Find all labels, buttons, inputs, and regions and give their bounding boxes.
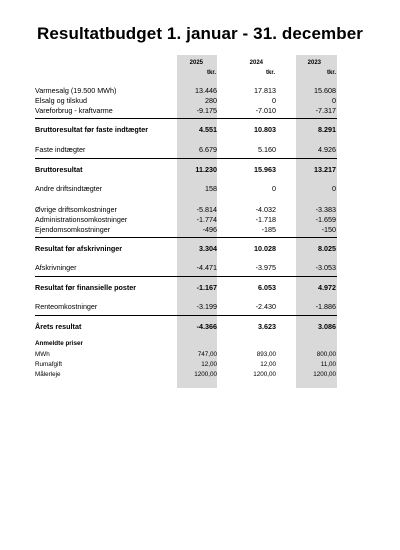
value-2024: -185 (261, 225, 276, 234)
value-2025: 13.446 (195, 86, 217, 95)
row-label: Bruttoresultat (35, 165, 83, 174)
value-2024: -2.430 (255, 302, 276, 311)
value-2023: 0 (332, 184, 336, 193)
price-row-maalerleje (35, 370, 337, 380)
value-2023: 800,00 (316, 351, 336, 358)
value-2024: 15.963 (254, 165, 276, 174)
row-faste-indtaegter (35, 145, 337, 155)
divider-rule (35, 237, 337, 238)
value-2024: 6.053 (258, 283, 276, 292)
row-label: Faste indtægter (35, 145, 86, 154)
value-2025: 158 (205, 184, 217, 193)
value-2024: 12,00 (260, 361, 276, 368)
row-vareforbrug (35, 106, 337, 116)
value-2024: -3.975 (255, 263, 276, 272)
row-label: Andre driftsindtægter (35, 184, 103, 193)
column-unit-2023: tkr. (326, 70, 336, 76)
row-label: Renteomkostninger (35, 302, 98, 311)
row-label: Resultat før finansielle poster (35, 283, 137, 292)
value-2025: -4.471 (196, 263, 217, 272)
value-2025: 11.230 (195, 165, 217, 174)
value-2024: 10.028 (254, 244, 276, 253)
column-year-2023: 2023 (307, 60, 321, 66)
value-2025: -9.175 (196, 106, 217, 115)
divider-rule (35, 276, 337, 277)
row-administrationsomkostninger (35, 215, 337, 225)
value-2025: -3.199 (196, 302, 217, 311)
value-2024: 10.803 (254, 125, 276, 134)
row-label: Bruttoresultat før faste indtægter (35, 125, 149, 134)
row-varmesalg (35, 86, 337, 96)
row-label: MWh (35, 351, 50, 358)
column-unit-2025: tkr. (206, 70, 216, 76)
value-2024: -7.010 (255, 106, 276, 115)
value-2023: 8.291 (318, 125, 336, 134)
value-2025: 747,00 (197, 351, 217, 358)
value-2023: -1.886 (315, 302, 336, 311)
value-2023: -3.053 (315, 263, 336, 272)
value-2023: -3.383 (315, 205, 336, 214)
value-2025: 6.679 (199, 145, 217, 154)
row-label: Resultat før afskrivninger (35, 244, 123, 253)
row-label: Elsalg og tilskud (35, 96, 87, 105)
value-2023: 1200,00 (313, 371, 336, 378)
value-2023: -7.317 (315, 106, 336, 115)
column-year-2025: 2025 (189, 60, 203, 66)
value-2024: 0 (272, 184, 276, 193)
row-bruttoresultat (35, 165, 337, 175)
value-2024: -1.718 (255, 215, 276, 224)
page-title: Resultatbudget 1. januar - 31. december (36, 24, 364, 43)
prices-heading (35, 339, 337, 349)
value-2024: 0 (272, 96, 276, 105)
value-2023: -1.659 (315, 215, 336, 224)
value-2025: -4.366 (196, 322, 217, 331)
value-2024: 3.623 (258, 322, 276, 331)
row-label: Administrationsomkostninger (35, 215, 128, 224)
value-2024: 1200,00 (253, 371, 276, 378)
row-label: Afskrivninger (35, 263, 77, 272)
row-andre-driftsindtaegter (35, 184, 337, 194)
row-label: Rumafgift (35, 361, 62, 368)
value-2023: 4.972 (318, 283, 336, 292)
value-2025: -496 (202, 225, 217, 234)
value-2025: 3.304 (199, 244, 217, 253)
row-label: Målerleje (35, 371, 61, 378)
value-2023: 4.926 (318, 145, 336, 154)
row-bruttoresultat-foer-faste (35, 125, 337, 135)
value-2025: 1200,00 (194, 371, 217, 378)
value-2023: 15.608 (314, 86, 336, 95)
row-afskrivninger (35, 263, 337, 273)
row-label: Vareforbrug - kraftvarme (35, 106, 113, 115)
row-renteomkostninger (35, 302, 337, 312)
row-aarets-resultat (35, 322, 337, 332)
value-2023: 13.217 (314, 165, 336, 174)
price-row-rumafgift (35, 360, 337, 370)
value-2023: 0 (332, 96, 336, 105)
value-2025: 12,00 (201, 361, 217, 368)
row-label: Varmesalg (19.500 MWh) (35, 86, 117, 95)
row-label: Årets resultat (35, 322, 82, 331)
prices-heading-label: Anmeldte priser (35, 340, 83, 347)
value-2024: -4.032 (255, 205, 276, 214)
divider-rule (35, 315, 337, 316)
divider-rule (35, 118, 337, 119)
value-2025: 4.551 (199, 125, 217, 134)
value-2023: 11,00 (320, 361, 336, 368)
row-label: Øvrige driftsomkostninger (35, 205, 117, 214)
value-2023: 3.086 (318, 322, 336, 331)
value-2023: 8.025 (318, 244, 336, 253)
row-resultat-foer-finansielle (35, 283, 337, 293)
price-row-mwh (35, 350, 337, 360)
row-oevrige-driftsomkostninger (35, 205, 337, 215)
row-ejendomsomkostninger (35, 225, 337, 235)
divider-rule (35, 158, 337, 159)
value-2025: -1.774 (196, 215, 217, 224)
value-2025: -5.814 (196, 205, 217, 214)
value-2023: -150 (321, 225, 336, 234)
value-2025: -1.167 (196, 283, 217, 292)
row-label: Ejendomsomkostninger (35, 225, 111, 234)
value-2024: 17.813 (254, 86, 276, 95)
row-elsalg (35, 96, 337, 106)
column-year-2024: 2024 (249, 60, 263, 66)
value-2025: 280 (205, 96, 217, 105)
value-2024: 5.160 (258, 145, 276, 154)
value-2024: 893,00 (256, 351, 276, 358)
row-resultat-foer-afskrivninger (35, 244, 337, 254)
column-unit-2024: tkr. (265, 70, 275, 76)
